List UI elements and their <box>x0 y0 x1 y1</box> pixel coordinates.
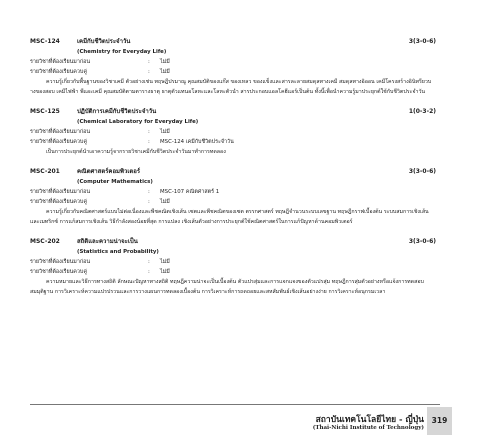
colon: : <box>148 259 150 265</box>
corequisite-label: รายวิชาที่ต้องเรียนควบคู่ <box>30 139 87 145</box>
course-header <box>30 166 436 177</box>
footer-divider <box>30 404 440 405</box>
course-entry <box>30 106 436 157</box>
colon: : <box>148 139 150 145</box>
corequisite-label: รายวิชาที่ต้องเรียนควบคู่ <box>30 69 87 75</box>
colon: : <box>148 269 150 275</box>
corequisite-row <box>30 197 436 207</box>
corequisite-value: ไม่มี <box>160 269 170 275</box>
colon: : <box>148 59 150 65</box>
prerequisite-row <box>30 127 436 137</box>
course-header <box>30 236 436 247</box>
corequisite-label: รายวิชาที่ต้องเรียนควบคู่ <box>30 269 87 275</box>
course-code: MSC-201 <box>30 168 60 175</box>
corequisite-value: ไม่มี <box>160 69 170 75</box>
course-description: ความรู้เกี่ยวกับคณิตศาสตร์แบบไม่ต่อเนื่องและพีชคณิตเชิงเส้น เซตและพีชคณิตของเซต ตรรกศาสตร์ ทฤษฎีจำนวนระบบเลขฐาน ทฤษฎีกราฟเบื้องต้น ระบบสมการเชิงเส้นและเมทริกซ์ การแก้สมการเชิงเส้น วิธีกำลังสองน้อยที่สุด การแปลง เชิงเส้นตัวอย่างการประยุกต์ใช้คณิตศาสตร์ในการแก้ปัญหาด้านคอมพิวเตอร์ <box>30 209 429 225</box>
prerequisite-row <box>30 187 436 197</box>
corequisite-value: MSC-124 เคมีกับชีวิตประจำวัน <box>160 139 234 145</box>
course-title-english: (Chemical Laboratory for Everyday Life) <box>77 119 199 125</box>
page-footer <box>0 402 480 448</box>
prerequisite-row <box>30 57 436 67</box>
course-credits: 1(0-3-2) <box>408 108 436 115</box>
colon: : <box>148 189 150 195</box>
course-code: MSC-124 <box>30 38 60 45</box>
colon: : <box>148 199 150 205</box>
prerequisite-label: รายวิชาที่ต้องเรียนมาก่อน <box>30 189 91 195</box>
course-description: เป็นการประยุกต์นำเอาความรู้จากรายวิชาเคมีกับชีวิตประจำวันมาทำการทดลอง <box>46 149 226 155</box>
course-header <box>30 36 436 47</box>
course-title-thai: เคมีกับชีวิตประจำวัน <box>77 38 131 45</box>
corequisite-row <box>30 137 436 147</box>
course-entry <box>30 36 436 97</box>
course-header <box>30 106 436 117</box>
colon: : <box>148 129 150 135</box>
prerequisite-value: ไม่มี <box>160 259 170 265</box>
corequisite-value: ไม่มี <box>160 199 170 205</box>
prerequisite-value: ไม่มี <box>160 129 170 135</box>
course-description: ความหมายและวิธีการทางสถิติ ลักษณะปัญหาทางสถิติ ทฤษฎีความน่าจะเป็นเบื้องต้น ตัวแปรสุ่มและการแจกแจงของตัวแปรสุ่ม ทฤษฎีการสุ่มตัวอย่างหรือแจ้งการทดสอบสมมุติฐาน การวิเคราะห์ความแปรปรวนและการวางแผนการทดลองเบื้องต้น การวิเคราะห์การถดถอยและสหสัมพันธ์เชิงเส้นอย่างง่าย การวิเคราะห์อนุกรมเวลา <box>30 279 424 295</box>
colon: : <box>148 69 150 75</box>
course-title-english: (Statistics and Probability) <box>77 249 159 255</box>
corequisite-label: รายวิชาที่ต้องเรียนควบคู่ <box>30 199 87 205</box>
course-code: MSC-125 <box>30 108 60 115</box>
prerequisite-value: ไม่มี <box>160 59 170 65</box>
corequisite-row <box>30 67 436 77</box>
prerequisite-row <box>30 257 436 267</box>
course-description: ความรู้เกี่ยวกับพื้นฐานของวิชาเคมี ตัวอย่างเช่น ทฤษฎีปรมาณู คุณสมบัติของแก๊ส ของเหลว ของแข็งและสารละลายสมดุลทางเคมี สมดุลทางอิออน เคมีโครงสร้างอินิทรียวบางของสอบ เคมีไฟฟ้า พีแอะเคมี คุณสมบัติตามตารางธาตุ ธาตุตัวแทนอโลหะและโลหะตัวนำ สารประกอบแอลโคฮีแอร์เป็นต้น ทั้งนี้เพื่อนำความรู้มาประยุกต์ใช้กับชีวิตประจำวัน <box>30 79 432 95</box>
course-credits: 3(3-0-6) <box>408 238 436 245</box>
prerequisite-label: รายวิชาที่ต้องเรียนมาก่อน <box>30 259 91 265</box>
institute-name-thai: สถาบันเทคโนโลยีไทย - ญี่ปุ่น <box>315 415 424 425</box>
course-title-english: (Chemistry for Everyday Life) <box>77 49 167 55</box>
course-credits: 3(3-0-6) <box>408 168 436 175</box>
course-title-thai: คณิตศาสตร์คอมพิวเตอร์ <box>77 168 141 175</box>
prerequisite-label: รายวิชาที่ต้องเรียนมาก่อน <box>30 129 91 135</box>
page-number-box <box>427 407 452 435</box>
corequisite-row <box>30 267 436 277</box>
course-credits: 3(3-0-6) <box>408 38 436 45</box>
prerequisite-value: MSC-107 คณิตศาสตร์ 1 <box>160 189 220 195</box>
course-title-english: (Computer Mathematics) <box>77 179 153 185</box>
course-code: MSC-202 <box>30 238 60 245</box>
page-number: 319 <box>431 416 448 425</box>
course-list <box>30 36 436 306</box>
course-entry <box>30 236 436 297</box>
course-title-thai: สถิติและความน่าจะเป็น <box>77 238 138 245</box>
course-entry <box>30 166 436 227</box>
prerequisite-label: รายวิชาที่ต้องเรียนมาก่อน <box>30 59 91 65</box>
institute-name-english: (Thai-Nichi Institute of Technology) <box>312 425 424 431</box>
course-title-thai: ปฏิบัติการเคมีกับชีวิตประจำวัน <box>77 108 157 115</box>
